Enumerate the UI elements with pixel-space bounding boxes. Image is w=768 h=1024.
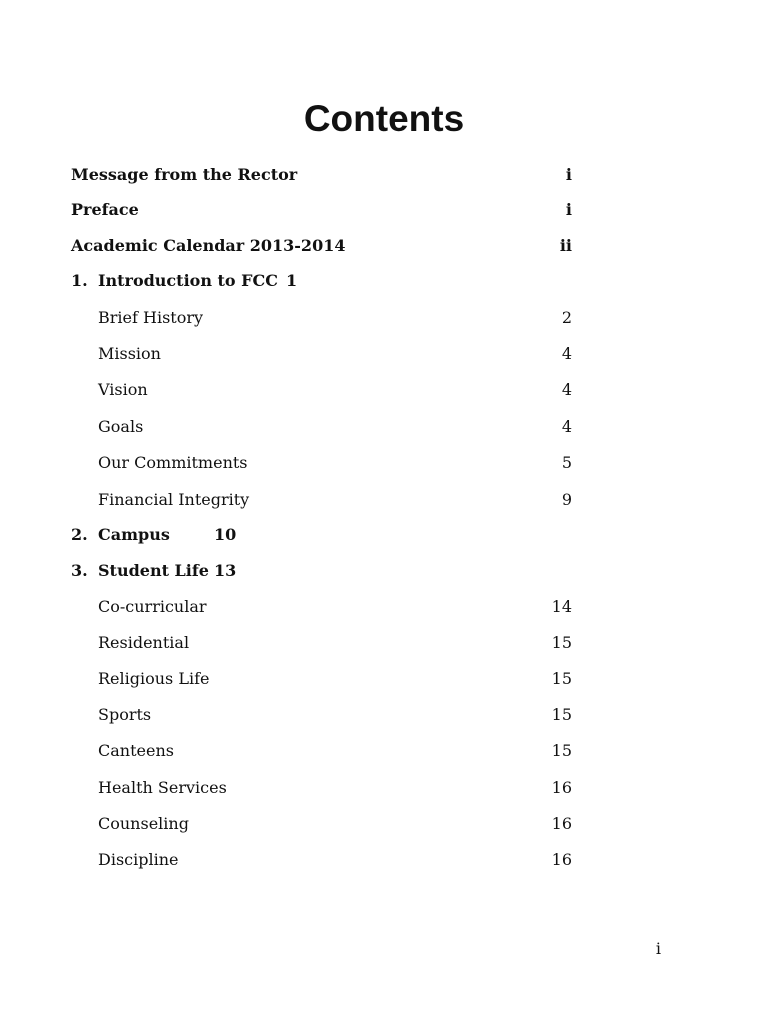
toc-entry-label: Message from the Rector [71, 165, 298, 184]
toc-section-campus[interactable] [0, 523, 768, 547]
toc-entry-financial-integrity[interactable] [0, 488, 768, 512]
toc-entry-sports[interactable] [0, 703, 768, 727]
toc-entry-page: 15 [551, 633, 572, 652]
toc-section-student-life[interactable] [0, 559, 768, 583]
footer-page-number: i [655, 939, 661, 958]
toc-section-number: 2. [71, 525, 88, 544]
toc-entry-residential[interactable] [0, 631, 768, 655]
toc-entry-label: Our Commitments [98, 453, 248, 472]
toc-section-page: 10 [214, 525, 237, 544]
toc-entry-page: 15 [551, 669, 572, 688]
toc-entry-page: i [565, 165, 572, 184]
toc-entry-page: 4 [561, 380, 572, 399]
toc-entry-page: 16 [551, 814, 572, 833]
toc-entry-goals[interactable] [0, 415, 768, 439]
toc-entry-brief-history[interactable] [0, 306, 768, 330]
toc-entry-label: Brief History [98, 308, 204, 327]
toc-section-label: Introduction to FCC [98, 271, 278, 290]
toc-entry-discipline[interactable] [0, 848, 768, 872]
toc-entry-page: 5 [561, 453, 572, 472]
toc-entry-co-curricular[interactable] [0, 595, 768, 619]
toc-entry-page: i [565, 200, 572, 219]
toc-entry-vision[interactable] [0, 378, 768, 402]
toc-entry-page: 9 [561, 490, 572, 509]
toc-section-page: 13 [214, 561, 237, 580]
toc-entry-label: Academic Calendar 2013-2014 [71, 236, 346, 255]
toc-section-label: Campus [98, 525, 170, 544]
toc-entry-our-commitments[interactable] [0, 451, 768, 475]
toc-entry-label: Co-curricular [98, 597, 207, 616]
toc-section-number: 1. [71, 271, 88, 290]
toc-entry-health-services[interactable] [0, 776, 768, 800]
toc-section-introduction[interactable] [0, 269, 768, 293]
toc-entry-page: 14 [551, 597, 572, 616]
toc-entry-page: 16 [551, 778, 572, 797]
toc-entry-label: Counseling [98, 814, 189, 833]
toc-entry-counseling[interactable] [0, 812, 768, 836]
toc-entry-label: Preface [71, 200, 139, 219]
toc-entry-preface[interactable] [0, 198, 768, 222]
toc-entry-page: 4 [561, 417, 572, 436]
toc-entry-label: Goals [98, 417, 144, 436]
toc-section-number: 3. [71, 561, 88, 580]
toc-entry-page: 15 [551, 741, 572, 760]
toc-entry-label: Residential [98, 633, 190, 652]
toc-section-label: Student Life [98, 561, 209, 580]
toc-entry-label: Mission [98, 344, 161, 363]
toc-entry-label: Religious Life [98, 669, 210, 688]
toc-entry-label: Vision [98, 380, 148, 399]
toc-entry-label: Health Services [98, 778, 227, 797]
toc-entry-message-from-rector[interactable] [0, 163, 768, 187]
toc-section-page: 1 [286, 271, 298, 290]
toc-entry-academic-calendar[interactable] [0, 234, 768, 258]
toc-entry-label: Sports [98, 705, 152, 724]
toc-entry-canteens[interactable] [0, 739, 768, 763]
toc-entry-page: 16 [551, 850, 572, 869]
toc-entry-page: 15 [551, 705, 572, 724]
toc-entry-page: ii [559, 236, 572, 255]
toc-entry-label: Discipline [98, 850, 179, 869]
toc-entry-page: 4 [561, 344, 572, 363]
page-title: Contents [303, 98, 465, 139]
toc-entry-page: 2 [561, 308, 572, 327]
toc-entry-mission[interactable] [0, 342, 768, 366]
toc-entry-religious-life[interactable] [0, 667, 768, 691]
toc-entry-label: Canteens [98, 741, 174, 760]
toc-entry-label: Financial Integrity [98, 490, 250, 509]
